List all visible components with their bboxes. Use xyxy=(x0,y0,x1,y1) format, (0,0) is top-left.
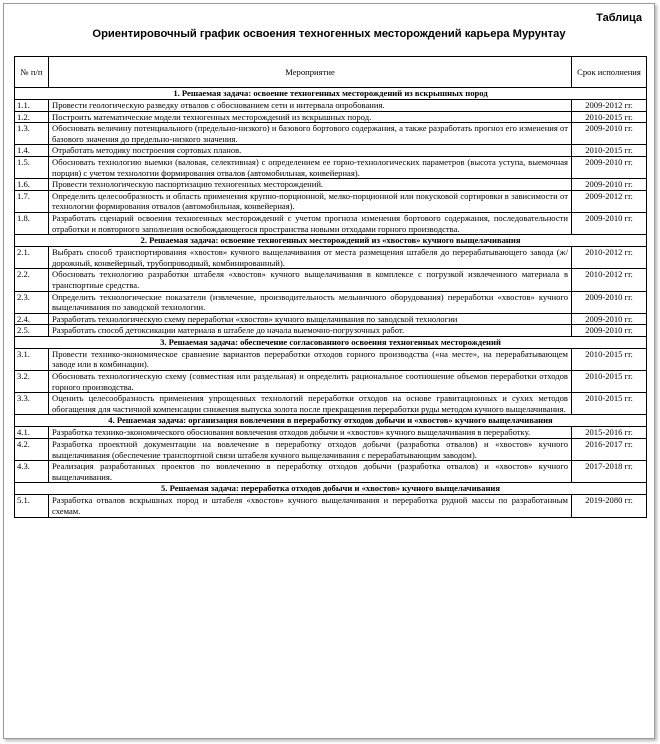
row-term: 2010-2015 гг. xyxy=(572,393,647,415)
row-activity: Обосновать технологию выемки (валовая, селективная) с определением ее горно-технологических параметров (высота уступа, выемочная порция) с учетом технологии формирования отвалов (автомобильная, конвейерная). xyxy=(49,156,572,178)
row-activity: Разработать способ детоксикации материала в штабеле до начала выемочно-погрузочных работ. xyxy=(49,325,572,337)
table-body xyxy=(15,88,647,518)
row-activity: Разработка проектной документации на вовлечение в переработку отходов добычи (разработка отвалов) и «хвостов» кучного выщелачивания (обеспечение транспортной связи штабеля кучного выщелачивания с перерабатывающим заводом). xyxy=(49,439,572,461)
row-activity: Оценить целесообразность применения упрощенных технологий переработки отходов на основе гравитационных и сухих методов обогащения для частичной компенсации снижения выпуска золота после прекращения переработки руды методом кучного выщелачивания. xyxy=(49,393,572,415)
table-row xyxy=(15,291,647,313)
row-activity: Реализация разработанных проектов по вовлечению в переработку отходов добычи (разработка отвалов) и «хвостов» кучного выщелачивания. xyxy=(49,461,572,483)
row-term: 2017-2018 гг. xyxy=(572,461,647,483)
row-activity: Провести технико-экономическое сравнение вариантов переработки отходов горного производства («на месте», на перерабатывающем заводе или в комбинации). xyxy=(49,348,572,370)
table-row xyxy=(15,393,647,415)
section-row xyxy=(15,336,647,348)
row-number: 1.8. xyxy=(15,212,49,234)
row-activity: Отработать методику построения сортовых планов. xyxy=(49,145,572,157)
row-number: 3.1. xyxy=(15,348,49,370)
table-row xyxy=(15,269,647,291)
row-activity: Выбрать способ транспортирования «хвостов» кучного выщелачивания от места размещения штабеля до перерабатывающего завода (ж/дорожный, конвейерный, трубопроводный, комбинированный). xyxy=(49,247,572,269)
row-number: 1.1. xyxy=(15,100,49,112)
row-number: 5.1. xyxy=(15,495,49,517)
table-title: Ориентировочный график освоения техногенных месторождений карьера Мурунтау xyxy=(92,28,566,40)
row-term: 2009-2010 гг. xyxy=(572,179,647,191)
table-row xyxy=(15,190,647,212)
row-number: 3.3. xyxy=(15,393,49,415)
row-number: 3.2. xyxy=(15,371,49,393)
section-title: 5. Решаемая задача: переработка отходов добычи и «хвостов» кучного выщелачивания xyxy=(15,483,647,495)
row-term: 2009-2010 гг. xyxy=(572,325,647,337)
table-row xyxy=(15,461,647,483)
row-term: 2019-2080 гг. xyxy=(572,495,647,517)
table-row xyxy=(15,427,647,439)
row-activity: Определить целесообразность и область применения крупно-порционной, мелко-порционной или покусковой сортировки в зависимости от технологии формирования отвалов (автомобильная, конвейерная). xyxy=(49,190,572,212)
row-term: 2010-2012 гг. xyxy=(572,247,647,269)
table-row xyxy=(15,179,647,191)
document-frame xyxy=(3,3,655,739)
row-activity: Определить технологические показатели (извлечение, производительность мельничного оборудования) переработки «хвостов» кучного выщелачивания по заводской технологии. xyxy=(49,291,572,313)
row-number: 2.4. xyxy=(15,313,49,325)
table-row xyxy=(15,145,647,157)
section-row xyxy=(15,483,647,495)
row-number: 1.2. xyxy=(15,111,49,123)
header-term: Срок исполнения xyxy=(572,57,647,88)
table-row xyxy=(15,348,647,370)
row-term: 2010-2015 гг. xyxy=(572,348,647,370)
row-activity: Разработка технико-экономического обоснования вовлечения отходов добычи и «хвостов» кучного выщелачивания в переработку. xyxy=(49,427,572,439)
schedule-table xyxy=(14,56,647,518)
table-row xyxy=(15,111,647,123)
row-term: 2009-2010 гг. xyxy=(572,156,647,178)
row-term: 2010-2015 гг. xyxy=(572,371,647,393)
row-term: 2009-2010 гг. xyxy=(572,313,647,325)
row-term: 2009-2010 гг. xyxy=(572,212,647,234)
section-title: 1. Решаемая задача: освоение техногенных месторождений из вскрышных пород xyxy=(15,88,647,100)
row-term: 2009-2010 гг. xyxy=(572,291,647,313)
section-title: 3. Решаемая задача: обеспечение согласованного освоения техногенных месторождений xyxy=(15,336,647,348)
section-row xyxy=(15,88,647,100)
table-row xyxy=(15,325,647,337)
row-term: 2009-2010 гг. xyxy=(572,123,647,145)
row-term: 2009-2012 гг. xyxy=(572,100,647,112)
row-activity: Разработка отвалов вскрышных пород и штабеля «хвостов» кучного выщелачивания и переработка рудной массы по разработанным схемам. xyxy=(49,495,572,517)
row-number: 4.1. xyxy=(15,427,49,439)
row-term: 2010-2015 гг. xyxy=(572,111,647,123)
row-term: 2010-2015 гг. xyxy=(572,145,647,157)
section-row xyxy=(15,415,647,427)
row-number: 1.4. xyxy=(15,145,49,157)
row-activity: Провести геологическую разведку отвалов с обоснованием сети и интервала опробования. xyxy=(49,100,572,112)
table-row xyxy=(15,313,647,325)
table-row xyxy=(15,247,647,269)
row-term: 2016-2017 гг. xyxy=(572,439,647,461)
row-activity: Обосновать величину потенциального (предельно-низкого) и базового бортового содержания, а также разработать прогноз его изменения от базового значения до предельно-низкого значения. xyxy=(49,123,572,145)
row-activity: Провести технологическую паспортизацию техногенных месторождений. xyxy=(49,179,572,191)
table-row xyxy=(15,439,647,461)
table-row xyxy=(15,156,647,178)
row-number: 2.5. xyxy=(15,325,49,337)
table-label: Таблица xyxy=(596,12,642,24)
row-number: 2.1. xyxy=(15,247,49,269)
row-number: 1.5. xyxy=(15,156,49,178)
header-num: № п/п xyxy=(15,57,49,88)
header-activity: Мероприятие xyxy=(49,57,572,88)
row-term: 2009-2012 гг. xyxy=(572,190,647,212)
row-number: 1.3. xyxy=(15,123,49,145)
table-row xyxy=(15,100,647,112)
table-row xyxy=(15,371,647,393)
row-number: 4.3. xyxy=(15,461,49,483)
section-title: 2. Решаемая задача: освоение техногенных месторождений из «хвостов» кучного выщелачивания xyxy=(15,235,647,247)
section-row xyxy=(15,235,647,247)
row-activity: Построить математические модели техногенных месторождений из вскрышных пород. xyxy=(49,111,572,123)
row-activity: Разработать сценарий освоения техногенных месторождений с учетом прогноза изменения бортового содержания, последовательности отработки и повторного заполнения освобождающегося пространства новыми отходами горного производства. xyxy=(49,212,572,234)
table-row xyxy=(15,495,647,517)
section-title: 4. Решаемая задача: организация вовлечения в переработку отходов добычи и «хвостов» кучного выщелачивания xyxy=(15,415,647,427)
row-activity: Обосновать технологию разработки штабеля «хвостов» кучного выщелачивания в комплексе с погрузкой извлеченного материала в транспортные средства. xyxy=(49,269,572,291)
row-number: 1.6. xyxy=(15,179,49,191)
row-term: 2015-2016 гг. xyxy=(572,427,647,439)
table-row xyxy=(15,212,647,234)
row-number: 2.3. xyxy=(15,291,49,313)
row-number: 4.2. xyxy=(15,439,49,461)
row-number: 1.7. xyxy=(15,190,49,212)
row-term: 2010-2012 гг. xyxy=(572,269,647,291)
row-number: 2.2. xyxy=(15,269,49,291)
table-row xyxy=(15,123,647,145)
row-activity: Обосновать технологическую схему (совместная или раздельная) и определить рациональное соотношение объемов переработки отходов горного производства. xyxy=(49,371,572,393)
header-row xyxy=(15,57,647,88)
row-activity: Разработать технологическую схему переработки «хвостов» кучного выщелачивания по заводской технологии xyxy=(49,313,572,325)
